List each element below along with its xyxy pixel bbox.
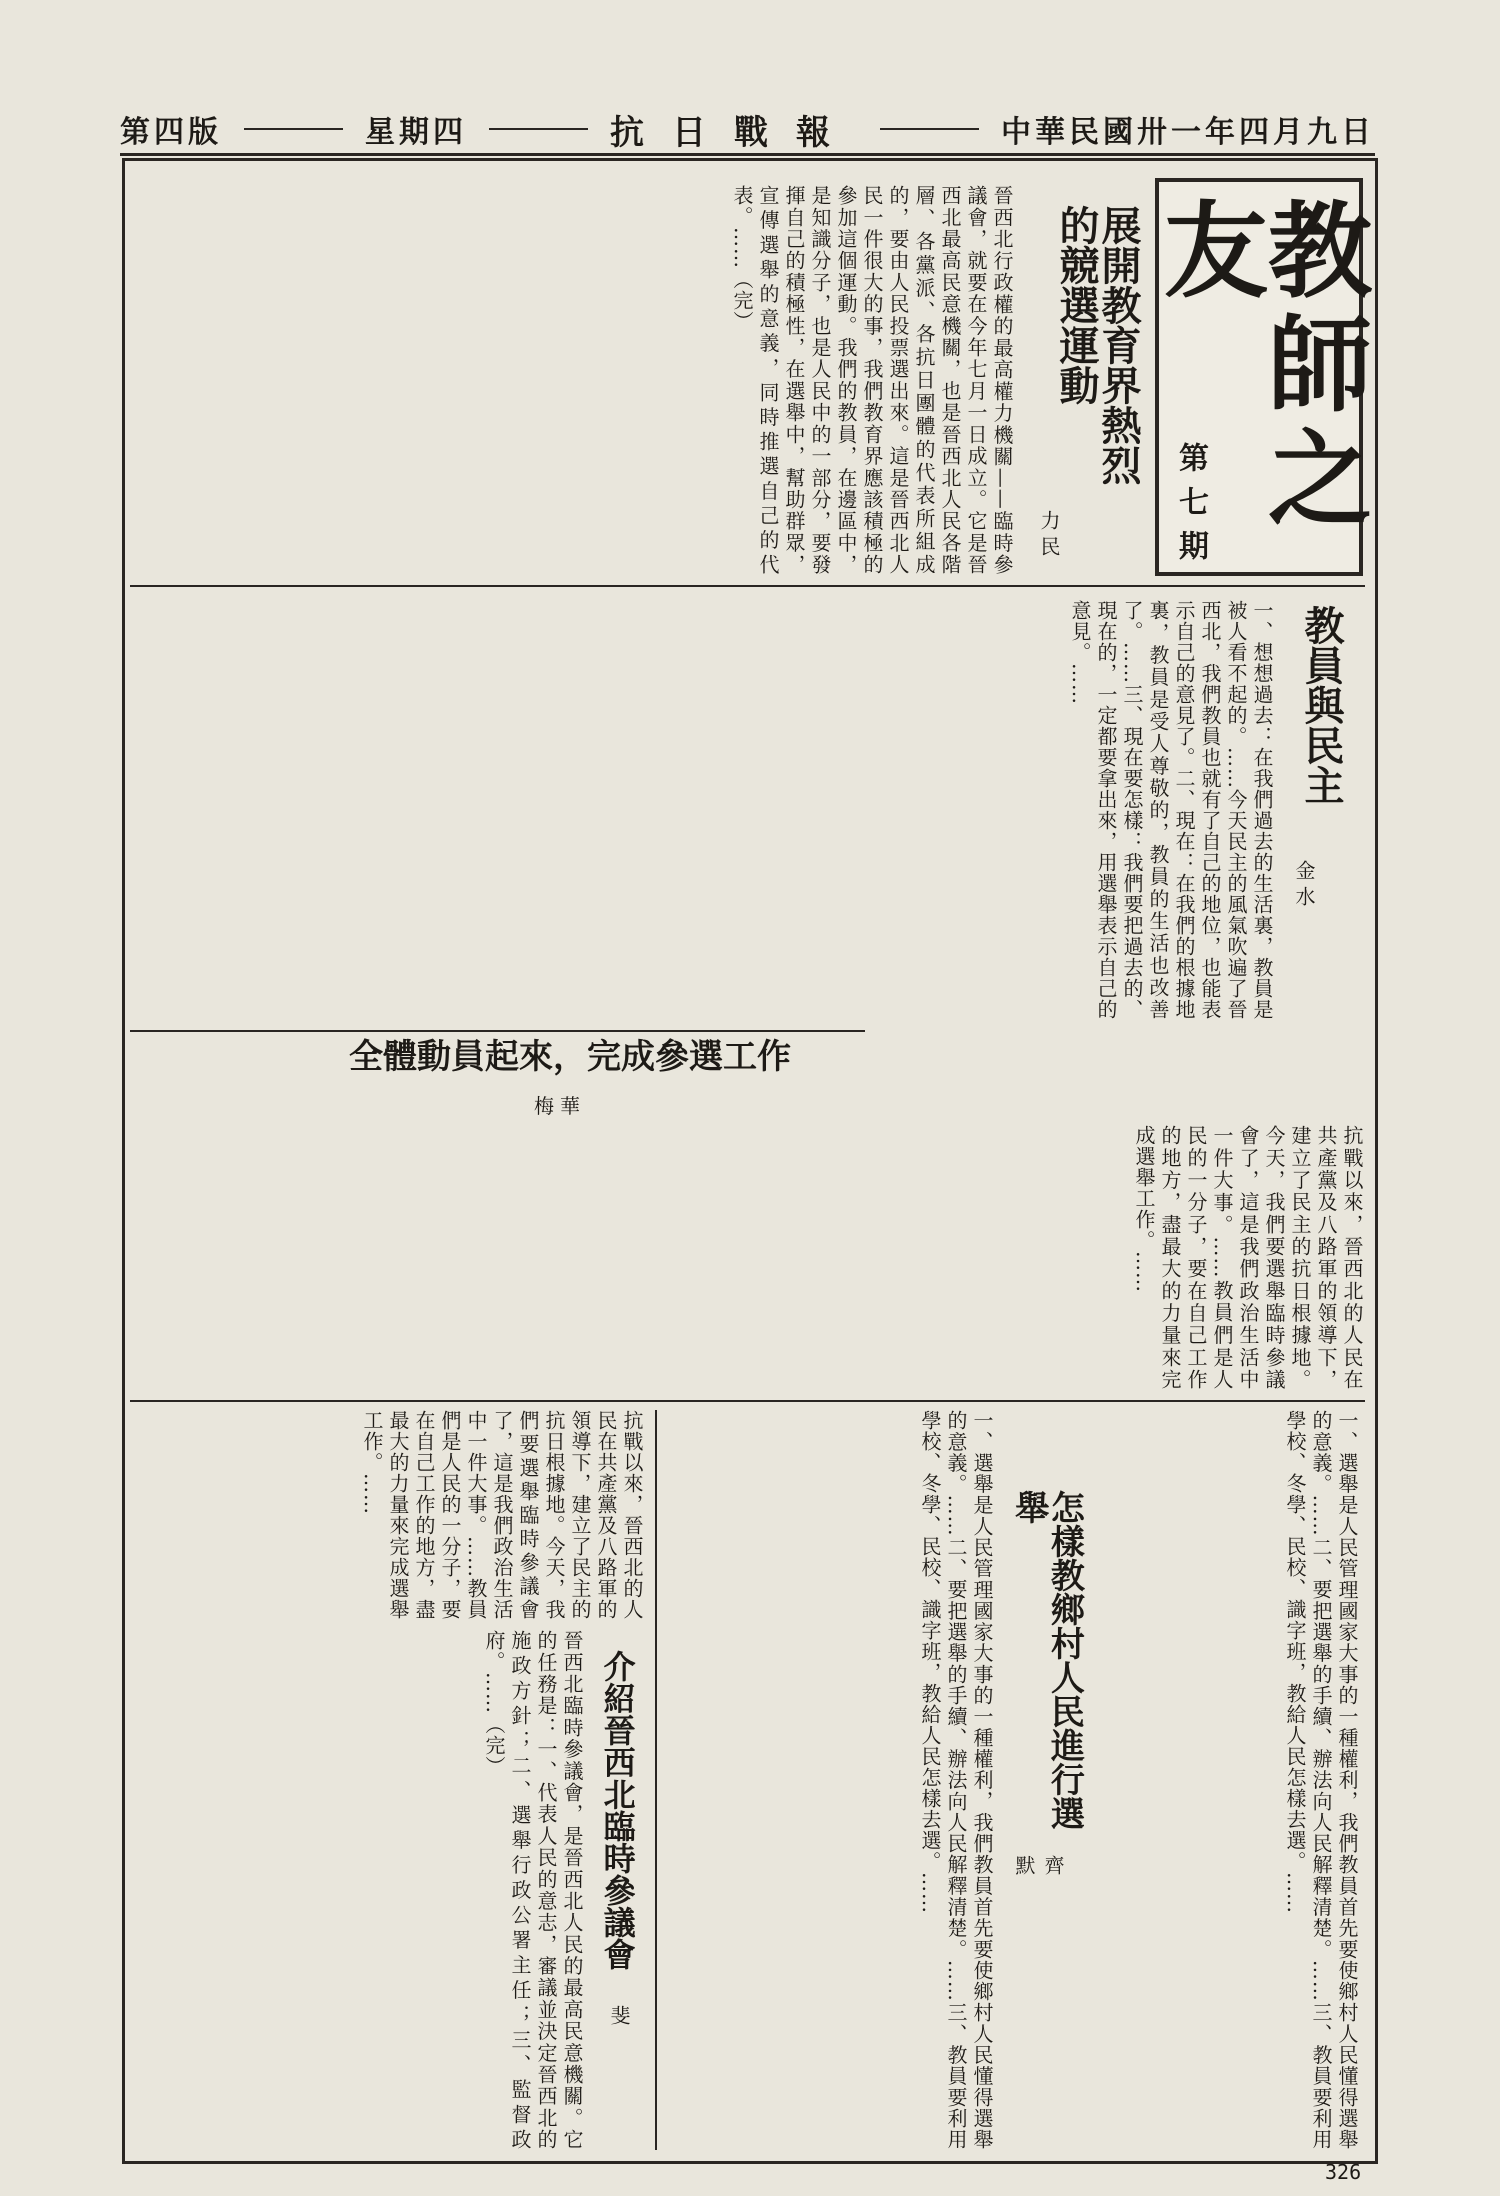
column-divider (655, 1410, 657, 2150)
article-body: 晉西北臨時參議會，是晉西北人民的最高民意機關。它的任務是：一、代表人民的意志，審議並決定晉西北的施政方針；二、選舉行政公署主任；三、監督政府。……（完） (482, 1630, 584, 2150)
article-body-continued: 抗戰以來，晉西北的人民在共產黨及八路軍的領導下，建立了民主的抗日根據地。今天，我們要選舉臨時參議會了，這是我們政治生活中一件大事。……教員們是人民的一分子，要在自己工作的地方，盡最大的力量來完成選舉工作。…… (360, 1410, 644, 1620)
masthead-rule (489, 128, 588, 130)
page-label: 第四版 (120, 115, 222, 150)
article-body: 晉西北行政權的最高權力機關——臨時參議會，就要在今年七月一日成立。它是晉西北最高民意機關，也是晉西北人民各階層、各黨派、各抗日團體的代表所組成的，要由人民投票選出來。這是晉西北人民一件很大的事，我們教育界應該積極的參加這個運動。我們的教員，在邊區中，是知識分子，也是人民中的一部分，要發揮自己的積極性，在選舉中，幫助群眾，宣傳選舉的意義，同時推選自己的代表。……（完） (730, 185, 1014, 575)
article-headline: 介紹晉西北臨時參議會 (598, 1650, 637, 1970)
article-byline: 斐 (607, 2005, 631, 2031)
article-headline: 教員與民主 (1298, 605, 1345, 805)
weekday: 星期四 (365, 115, 467, 150)
section-divider (130, 585, 1365, 587)
article-body-continued: 一、選舉是人民管理國家大事的一種權利，我們教員首先要使鄉村人民懂得選舉的意義。……二、要把選舉的手續、辦法向人民解釋清楚。……三、教員要利用學校、冬學、民校、識字班，教給人民怎樣去選。…… (1283, 1410, 1359, 2150)
article-byline: 梅華 (534, 1094, 586, 1118)
article-byline: 金水 (1292, 860, 1316, 912)
masthead-rule (244, 128, 343, 130)
article-byline: 力民 (1037, 510, 1061, 562)
column-name: 教師之友 (1146, 196, 1373, 538)
issue-date: 中華民國卅一年四月九日 (1001, 115, 1375, 150)
article-body: 抗戰以來，晉西北的人民在共產黨及八路軍的領導下，建立了民主的抗日根據地。今天，我們要選舉臨時參議會了，這是我們政治生活中一件大事。……教員們是人民的一分子，要在自己工作的地方，盡最大的力量來完成選舉工作。…… (1132, 1125, 1364, 1390)
masthead (120, 105, 1375, 156)
article-body: 一、選舉是人民管理國家大事的一種權利，我們教員首先要使鄉村人民懂得選舉的意義。……二、要把選舉的手續、辦法向人民解釋清楚。……三、教員要利用學校、冬學、民校、識字班，教給人民怎樣去選。…… (918, 1410, 994, 2150)
column-issue: 第七期 (1173, 442, 1208, 574)
section-divider (130, 1030, 865, 1032)
paper-title: 抗日戰報 (610, 112, 858, 153)
article-headline: 全體動員起來，完成參選工作 (349, 1037, 791, 1077)
article-headline: 怎樣教鄉村人民進行選舉 (1008, 1490, 1085, 1830)
masthead-rule (880, 128, 979, 130)
article-byline: 齊默 (1012, 1855, 1065, 1881)
article-body: 一、想想過去：在我們過去的生活裏，教員是被人看不起的。……今天民主的風氣吹遍了晉西北，我們教員也就有了自己的地位，也能表示自己的意見了。二、現在：在我們的根據地裏，教員是受人尊敬的，教員的生活也改善了。……三、現在要怎樣：我們要把過去的、現在的，一定都要拿出來，用選舉表示自己的意見。…… (1068, 600, 1274, 1020)
article-headline: 展開教育界熱烈的競選運動 (1053, 205, 1142, 485)
section-divider (130, 1400, 1365, 1402)
page-number: 326 (1325, 2160, 1362, 2184)
